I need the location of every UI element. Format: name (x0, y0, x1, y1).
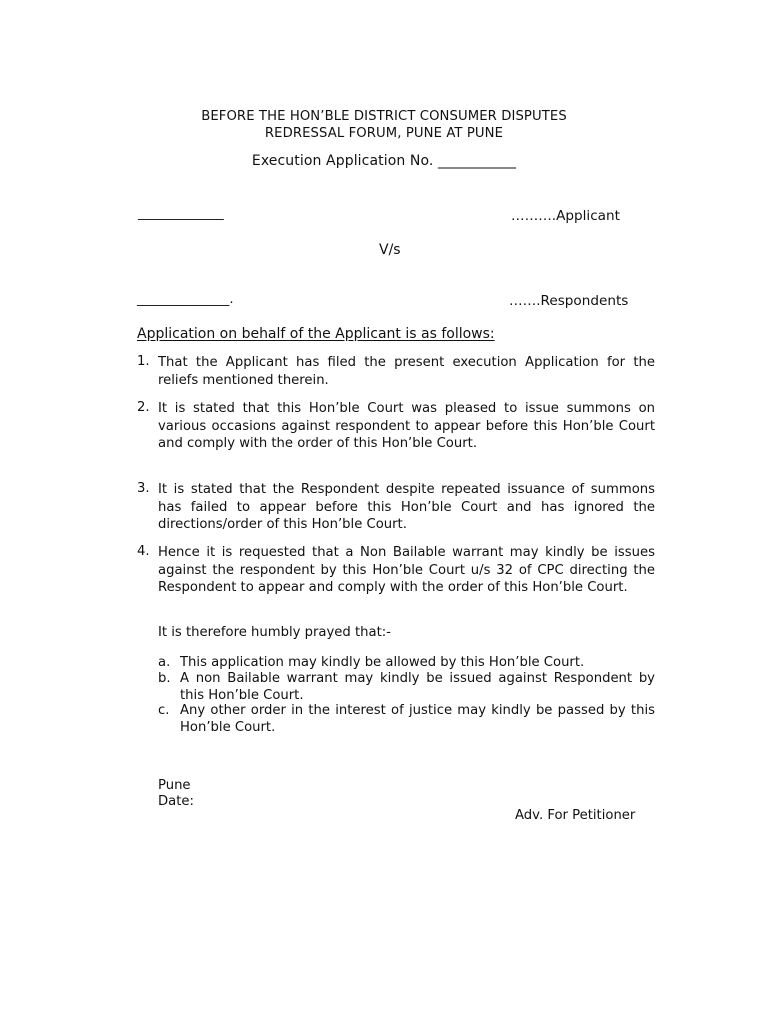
application-heading: Application on behalf of the Applicant is as follows: (137, 326, 495, 342)
place-label: Pune (158, 778, 191, 793)
paragraph-2 (158, 400, 655, 453)
paragraph-number: 1. (137, 354, 150, 369)
paragraph-text: Hence it is requested that a Non Bailable warrant may kindly be issues against the respondent by this Hon’ble Court u/s 32 of CPC directing the Respondent to appear and comply with the order of this Hon’ble Court. (158, 545, 655, 595)
prayer-a: This application may kindly be allowed by this Hon’ble Court. (180, 655, 585, 670)
date-label: Date: (158, 794, 194, 809)
prayer-letter: c. (158, 703, 170, 718)
prayer-intro: It is therefore humbly prayed that:- (158, 625, 391, 640)
court-title-line-1: BEFORE THE HON’BLE DISTRICT CONSUMER DISPUTES (201, 109, 567, 124)
applicant-name-blank: _____________ (138, 206, 224, 221)
court-title-line-2: REDRESSAL FORUM, PUNE AT PUNE (264, 126, 504, 141)
prayer-c: Any other order in the interest of justice may kindly be passed by this Hon’ble Court. (180, 703, 655, 735)
respondent-label: …….Respondents (509, 293, 629, 309)
paragraph-1 (158, 354, 655, 389)
applicant-label: ……….Applicant (511, 208, 620, 224)
advocate-signature: Adv. For Petitioner (515, 808, 636, 823)
paragraph-4 (158, 544, 655, 597)
versus-label: V/s (379, 242, 401, 258)
paragraph-number: 2. (137, 400, 150, 415)
prayer-letter: b. (158, 671, 171, 686)
execution-application-number: Execution Application No. ___________ (251, 153, 517, 169)
paragraph-number: 3. (137, 481, 150, 496)
respondent-name-blank: ______________. (137, 292, 234, 307)
paragraph-text: That the Applicant has filed the present execution Application for the reliefs mentioned therein. (158, 355, 655, 388)
paragraph-number: 4. (137, 544, 150, 559)
paragraph-3 (158, 481, 655, 534)
paragraph-text: It is stated that the Respondent despite repeated issuance of summons has failed to appear before this Hon’ble Court and has ignored the directions/order of this Hon’ble Court. (158, 482, 655, 532)
prayer-letter: a. (158, 655, 171, 670)
prayer-b: A non Bailable warrant may kindly be issued against Respondent by this Hon’ble Court. (180, 671, 655, 703)
paragraph-text: It is stated that this Hon’ble Court was pleased to issue summons on various occasions against respondent to appear before this Hon’ble Court and comply with the order of this Hon’ble Court. (158, 401, 655, 451)
